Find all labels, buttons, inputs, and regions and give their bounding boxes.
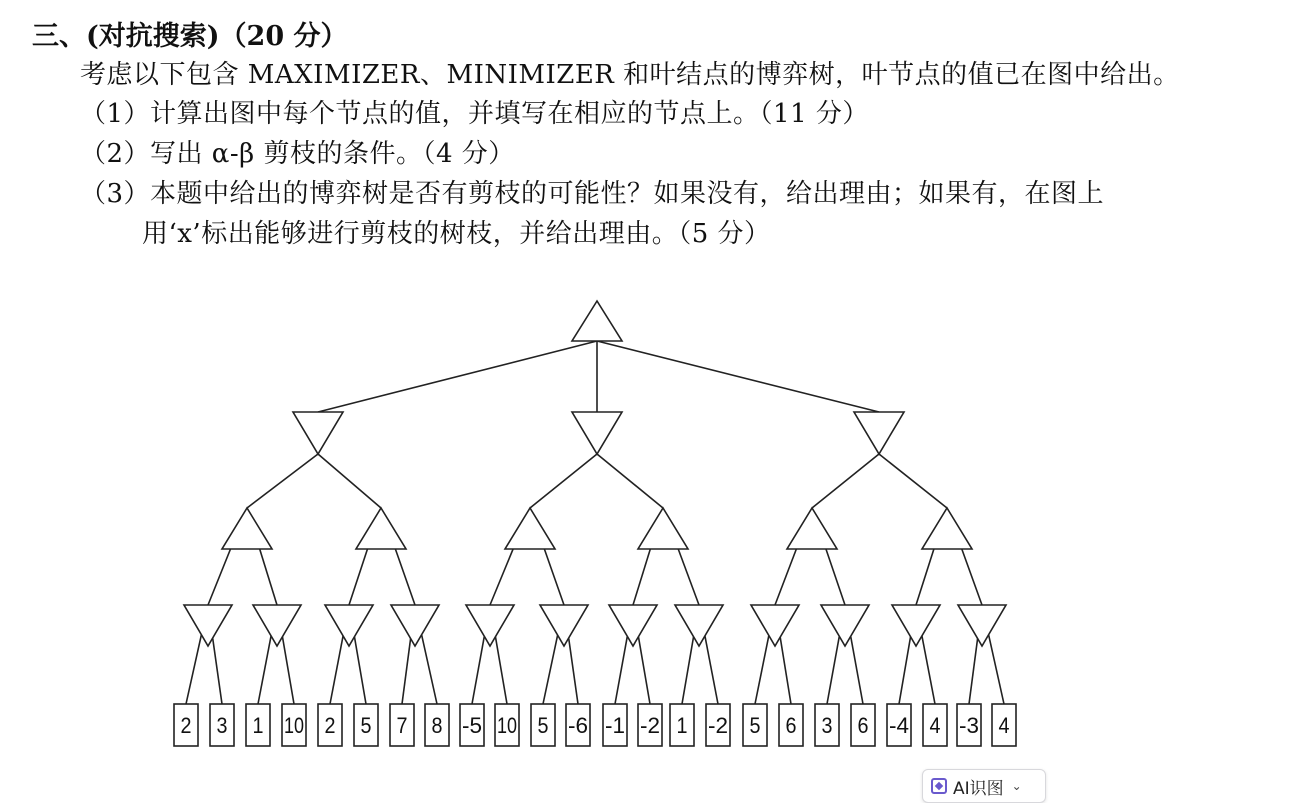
edge-min-to-max-1 — [247, 454, 318, 508]
leaf-value-17: 5 — [749, 713, 761, 738]
min-node-level1-2 — [572, 412, 622, 454]
ai-recognize-button[interactable] — [922, 769, 1046, 803]
max-node-level2-1 — [222, 508, 272, 549]
leaf-value-18: 6 — [785, 713, 797, 738]
min-node-level3-3 — [325, 605, 373, 646]
sub-question-3: （3）本题中给出的博弈树是否有剪枝的可能性？如果没有，给出理由；如果有，在图上 — [80, 179, 1105, 209]
max-node-level2-3 — [505, 508, 555, 549]
min-node-level3-11 — [892, 605, 940, 646]
edge-min-to-max-5 — [812, 454, 879, 508]
edge-min-to-max-2 — [318, 454, 381, 508]
leaf-value-2: 3 — [216, 713, 228, 738]
sub-question-1: （1）计算出图中每个节点的值，并填写在相应的节点上。（11 分） — [80, 99, 869, 129]
leaf-value-8: 8 — [431, 713, 443, 738]
question-heading: 三、(对抗搜索)（20 分） — [32, 21, 348, 52]
max-node-level2-2 — [356, 508, 406, 549]
leaf-value-14: -2 — [640, 713, 660, 738]
max-node-level2-5 — [787, 508, 837, 549]
leaf-value-12: -6 — [568, 713, 588, 738]
min-node-level1-3 — [854, 412, 904, 454]
leaf-value-7: 7 — [396, 713, 408, 738]
sub-question-3-continued: 用‘x’标出能够进行剪枝的树枝，并给出理由。（5 分） — [142, 219, 771, 249]
leaf-value-11: 5 — [537, 713, 549, 738]
leaf-value-13: -1 — [605, 713, 625, 738]
leaf-value-4: 10 — [284, 713, 304, 738]
ai-recognize-label: AI识图 — [953, 778, 1004, 799]
leaf-value-22: 4 — [929, 713, 941, 738]
max-node-level2-6 — [922, 508, 972, 549]
leaf-value-6: 5 — [360, 713, 372, 738]
leaf-value-15: 1 — [676, 713, 688, 738]
leaf-value-23: -3 — [959, 713, 979, 738]
edge-min-to-max-3 — [530, 454, 597, 508]
leaf-value-5: 2 — [324, 713, 336, 738]
sub-question-2: （2）写出 α-β 剪枝的条件。（4 分） — [80, 139, 515, 169]
min-node-level3-4 — [391, 605, 439, 646]
max-node-level2-4 — [638, 508, 688, 549]
leaf-value-19: 3 — [821, 713, 833, 738]
min-node-level3-7 — [609, 605, 657, 646]
tree-edges — [186, 341, 1004, 704]
leaf-value-3: 1 — [252, 713, 264, 738]
tree-nodes — [174, 301, 1016, 746]
min-node-level3-5 — [466, 605, 514, 646]
min-node-level3-12 — [958, 605, 1006, 646]
leaf-value-9: -5 — [462, 713, 482, 738]
question-intro: 考虑以下包含 MAXIMIZER、MINIMIZER 和叶结点的博弈树，叶节点的值已在图中给出。 — [80, 60, 1180, 90]
edge-root-to-min-1 — [318, 341, 597, 412]
leaf-value-10: 10 — [497, 713, 517, 738]
edge-min-to-max-6 — [879, 454, 947, 508]
leaf-value-1: 2 — [180, 713, 192, 738]
edge-min-to-max-4 — [597, 454, 663, 508]
min-node-level3-8 — [675, 605, 723, 646]
ai-scan-icon — [931, 778, 947, 794]
chevron-down-icon: ⌄ — [1011, 779, 1022, 793]
leaf-value-16: -2 — [708, 713, 728, 738]
min-node-level3-6 — [540, 605, 588, 646]
min-node-level1-1 — [293, 412, 343, 454]
min-node-level3-2 — [253, 605, 301, 646]
root-max-node — [572, 301, 622, 341]
leaf-value-20: 6 — [857, 713, 869, 738]
min-node-level3-1 — [184, 605, 232, 646]
min-node-level3-9 — [751, 605, 799, 646]
edge-root-to-min-3 — [597, 341, 879, 412]
min-node-level3-10 — [821, 605, 869, 646]
leaf-value-21: -4 — [889, 713, 909, 738]
leaf-value-24: 4 — [998, 713, 1010, 738]
